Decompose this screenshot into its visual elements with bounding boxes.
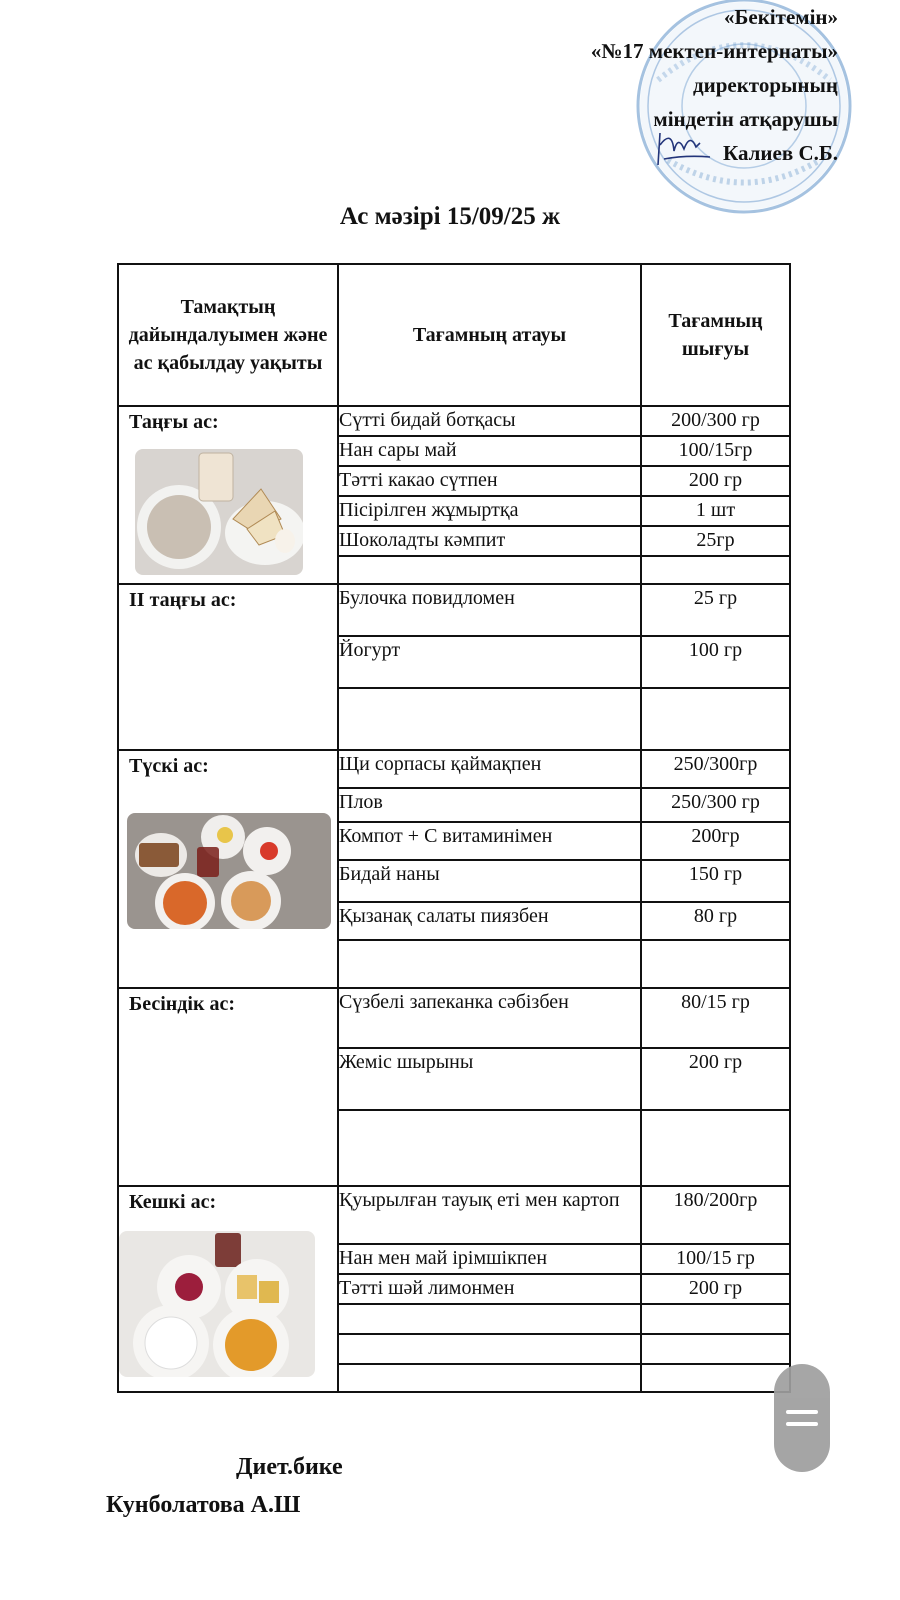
dish-name bbox=[338, 556, 641, 584]
meal-cell-dinner bbox=[118, 1186, 338, 1392]
dinner-photo bbox=[119, 1231, 315, 1377]
dish-amount: 200/300 гр bbox=[641, 406, 790, 436]
dish-name: Тәтті шәй лимонмен bbox=[338, 1274, 641, 1304]
header-dish-name: Тағамның атауы bbox=[338, 264, 641, 406]
dish-name: Пісірілген жұмыртқа bbox=[338, 496, 641, 526]
dish-name: Жеміс шырыны bbox=[338, 1048, 641, 1110]
dish-name: Йогурт bbox=[338, 636, 641, 688]
dish-amount bbox=[641, 940, 790, 988]
dish-amount bbox=[641, 1304, 790, 1334]
table-row bbox=[118, 988, 790, 1048]
dish-name bbox=[338, 940, 641, 988]
table-row bbox=[118, 750, 790, 788]
signature bbox=[650, 125, 720, 175]
dish-amount: 200 гр bbox=[641, 1048, 790, 1110]
dish-amount: 80/15 гр bbox=[641, 988, 790, 1048]
breakfast-photo bbox=[135, 449, 303, 575]
dish-name: Плов bbox=[338, 788, 641, 822]
dish-amount: 25 гр bbox=[641, 584, 790, 636]
approval-line: «№17 мектеп-интернаты» bbox=[590, 39, 838, 63]
meal-name: Бесіндік ас: bbox=[129, 993, 236, 1015]
table-header-row bbox=[118, 264, 790, 406]
dish-amount: 150 гр bbox=[641, 860, 790, 902]
table-row bbox=[118, 1186, 790, 1244]
approval-signer: Калиев С.Б. bbox=[723, 141, 838, 165]
meal-cell-afternoon-snack bbox=[118, 988, 338, 1186]
dish-amount bbox=[641, 688, 790, 750]
page-title: Ас мәзірі 15/09/25 ж bbox=[339, 203, 561, 230]
dish-amount: 200 гр bbox=[641, 1274, 790, 1304]
dish-amount: 250/300 гр bbox=[641, 788, 790, 822]
dish-amount: 200гр bbox=[641, 822, 790, 860]
table-row bbox=[118, 584, 790, 636]
dish-name: Компот + С витаминімен bbox=[338, 822, 641, 860]
scroll-handle[interactable] bbox=[774, 1364, 830, 1472]
dish-amount: 250/300гр bbox=[641, 750, 790, 788]
grip-line-icon bbox=[786, 1422, 818, 1426]
header-amount: Тағамның шығуы bbox=[641, 264, 790, 406]
lunch-photo bbox=[127, 813, 331, 929]
signoff-name: Кунболатова А.Ш bbox=[106, 1492, 301, 1518]
header-meal-time: Тамақтың дайындалуымен және ас қабылдау уақыты bbox=[118, 264, 338, 406]
approval-line: міндетін атқарушы bbox=[653, 107, 838, 131]
meal-cell-second-breakfast bbox=[118, 584, 338, 750]
dish-amount: 80 гр bbox=[641, 902, 790, 940]
meal-name: II таңғы ас: bbox=[129, 589, 237, 611]
dish-amount: 100/15 гр bbox=[641, 1244, 790, 1274]
dish-name: Шоколадты кәмпит bbox=[338, 526, 641, 556]
dish-amount: 100/15гр bbox=[641, 436, 790, 466]
dish-amount: 25гр bbox=[641, 526, 790, 556]
dish-amount bbox=[641, 1364, 790, 1392]
dish-amount: 1 шт bbox=[641, 496, 790, 526]
dish-name bbox=[338, 1304, 641, 1334]
dish-name bbox=[338, 1364, 641, 1392]
dish-name: Тәтті какао сүтпен bbox=[338, 466, 641, 496]
meal-name: Таңғы ас: bbox=[129, 411, 219, 433]
dish-amount bbox=[641, 1110, 790, 1186]
table-row bbox=[118, 406, 790, 436]
meal-cell-breakfast bbox=[118, 406, 338, 584]
meal-cell-lunch bbox=[118, 750, 338, 988]
dish-name bbox=[338, 1110, 641, 1186]
dish-name: Қуырылған тауық еті мен картоп bbox=[338, 1186, 641, 1244]
dish-name: Нан мен май ірімшікпен bbox=[338, 1244, 641, 1274]
dish-name bbox=[338, 688, 641, 750]
dish-name bbox=[338, 1334, 641, 1364]
approval-line: «Бекітемін» bbox=[723, 5, 838, 29]
meal-name: Кешкі ас: bbox=[129, 1191, 217, 1213]
dish-amount bbox=[641, 556, 790, 584]
dish-amount bbox=[641, 1334, 790, 1364]
dish-name: Қызанақ салаты пиязбен bbox=[338, 902, 641, 940]
dish-name: Нан сары май bbox=[338, 436, 641, 466]
dish-amount: 200 гр bbox=[641, 466, 790, 496]
dish-name: Сүтті бидай ботқасы bbox=[338, 406, 641, 436]
meal-name: Түскі ас: bbox=[129, 755, 209, 777]
grip-line-icon bbox=[786, 1410, 818, 1414]
signoff-role: Диет.бике bbox=[236, 1454, 343, 1480]
approval-line: директорының bbox=[692, 73, 838, 97]
dish-name: Сүзбелі запеканка сәбізбен bbox=[338, 988, 641, 1048]
menu-table bbox=[117, 263, 791, 1393]
dish-amount: 100 гр bbox=[641, 636, 790, 688]
dish-amount: 180/200гр bbox=[641, 1186, 790, 1244]
dish-name: Булочка повидломен bbox=[338, 584, 641, 636]
dish-name: Бидай наны bbox=[338, 860, 641, 902]
dish-name: Щи сорпасы қаймақпен bbox=[338, 750, 641, 788]
